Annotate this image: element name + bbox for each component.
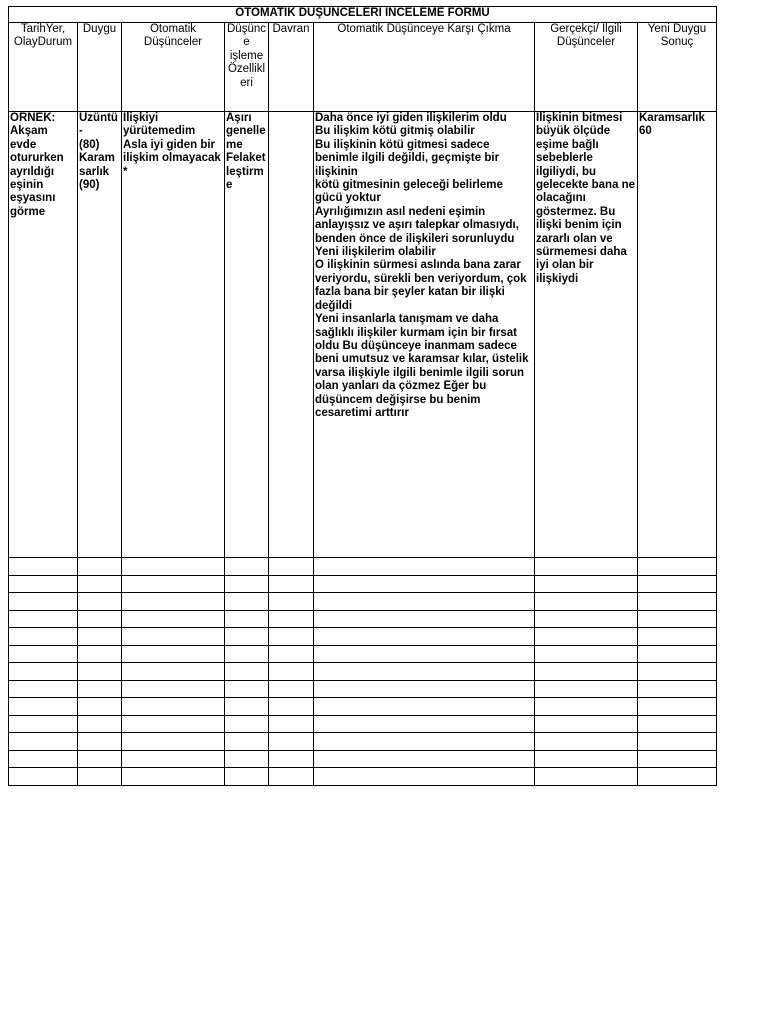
empty-cell[interactable] bbox=[535, 645, 638, 663]
form-title: OTOMATİK DÜŞÜNCELERİ İNCELEME FORMU bbox=[9, 7, 717, 23]
empty-cell[interactable] bbox=[314, 768, 535, 786]
example-row bbox=[9, 112, 717, 558]
example-new-emotion: Karamsarlık 60 bbox=[638, 112, 717, 558]
table-row bbox=[9, 558, 717, 576]
empty-cell[interactable] bbox=[9, 663, 78, 681]
empty-cell[interactable] bbox=[269, 680, 314, 698]
table-row bbox=[9, 715, 717, 733]
empty-cell[interactable] bbox=[269, 750, 314, 768]
empty-cell[interactable] bbox=[225, 628, 269, 646]
empty-cell[interactable] bbox=[225, 768, 269, 786]
empty-cell[interactable] bbox=[535, 610, 638, 628]
empty-cell[interactable] bbox=[78, 558, 122, 576]
empty-cell[interactable] bbox=[78, 593, 122, 611]
empty-cell[interactable] bbox=[225, 575, 269, 593]
empty-cell[interactable] bbox=[269, 663, 314, 681]
table-row bbox=[9, 593, 717, 611]
empty-cell[interactable] bbox=[314, 558, 535, 576]
empty-cell[interactable] bbox=[225, 593, 269, 611]
empty-cell[interactable] bbox=[78, 628, 122, 646]
table-row bbox=[9, 645, 717, 663]
table-row bbox=[9, 768, 717, 786]
header-row bbox=[9, 23, 717, 112]
empty-cell[interactable] bbox=[9, 593, 78, 611]
example-challenging: Daha önce iyi giden ilişkilerim oldu Bu ilişkim kötü gitmiş olabilir Bu ilişkinin kötü gitmesi sadece benimle ilgili değildi, geçmişte bir ilişkinin kötü gitmesinin geleceği belirleme gücü yoktur Ayrılığımızın asıl nedeni eşimin anlayışsız ve aşırı talepkar olmasıydı, benden önce de ilişkileri sorunluydu Yeni ilişkilerim olabilir O ilişkinin sürmesi aslında bana zarar veriyordu, sürekli ben veriyordum, çok fazla bana bir şeyler katan bir ilişki değildi Yeni insanlarla tanışmam ve daha sağlıklı ilişkiler kurmam için bir fırsat oldu Bu düşünceye inanmam sadece beni umutsuz ve karamsar kılar, üstelik varsa ilişkiyle ilgili benimle ilgili sorun olan yanları da çözmez Eğer bu düşüncem değişirse bu benim cesaretimi arttırır bbox=[314, 112, 535, 558]
empty-cell[interactable] bbox=[269, 593, 314, 611]
empty-cell[interactable] bbox=[9, 680, 78, 698]
empty-cell[interactable] bbox=[78, 610, 122, 628]
empty-cell[interactable] bbox=[122, 575, 225, 593]
example-emotion: Üzüntü- (80) Karamsarlık (90) bbox=[78, 112, 122, 558]
table-row bbox=[9, 680, 717, 698]
empty-cell[interactable] bbox=[269, 575, 314, 593]
empty-cell[interactable] bbox=[78, 680, 122, 698]
empty-cell[interactable] bbox=[314, 593, 535, 611]
empty-cell[interactable] bbox=[9, 628, 78, 646]
empty-cell[interactable] bbox=[78, 663, 122, 681]
empty-cell[interactable] bbox=[78, 698, 122, 716]
empty-cell[interactable] bbox=[122, 715, 225, 733]
empty-cell[interactable] bbox=[269, 645, 314, 663]
table-row bbox=[9, 733, 717, 751]
header-realistic-thoughts: Gerçekçi/ İlgili Düşünceler bbox=[535, 23, 638, 112]
empty-cell[interactable] bbox=[638, 628, 717, 646]
empty-cell[interactable] bbox=[638, 715, 717, 733]
empty-cell[interactable] bbox=[9, 610, 78, 628]
empty-cell[interactable] bbox=[225, 733, 269, 751]
empty-cell[interactable] bbox=[225, 610, 269, 628]
thought-record-table bbox=[8, 6, 717, 786]
empty-cell[interactable] bbox=[535, 680, 638, 698]
empty-cell[interactable] bbox=[535, 628, 638, 646]
empty-cell[interactable] bbox=[225, 750, 269, 768]
empty-cell[interactable] bbox=[9, 575, 78, 593]
empty-cell[interactable] bbox=[122, 645, 225, 663]
empty-cell[interactable] bbox=[638, 593, 717, 611]
empty-cell[interactable] bbox=[314, 610, 535, 628]
empty-cell[interactable] bbox=[638, 698, 717, 716]
empty-cell[interactable] bbox=[9, 558, 78, 576]
empty-cell[interactable] bbox=[78, 768, 122, 786]
empty-cell[interactable] bbox=[314, 750, 535, 768]
empty-cell[interactable] bbox=[535, 558, 638, 576]
table-row bbox=[9, 628, 717, 646]
empty-cell[interactable] bbox=[535, 575, 638, 593]
empty-cell[interactable] bbox=[9, 645, 78, 663]
empty-cell[interactable] bbox=[122, 558, 225, 576]
header-emotion: Duygu bbox=[78, 23, 122, 112]
empty-cell[interactable] bbox=[269, 715, 314, 733]
empty-cell[interactable] bbox=[122, 733, 225, 751]
empty-cell[interactable] bbox=[535, 750, 638, 768]
header-processing-features: Düşünce işleme Özellikleri bbox=[225, 23, 269, 112]
table-row bbox=[9, 610, 717, 628]
title-row bbox=[9, 7, 717, 23]
empty-cell[interactable] bbox=[638, 733, 717, 751]
table-row bbox=[9, 750, 717, 768]
empty-cell[interactable] bbox=[638, 768, 717, 786]
table-row bbox=[9, 663, 717, 681]
empty-cell[interactable] bbox=[314, 645, 535, 663]
empty-cell[interactable] bbox=[269, 768, 314, 786]
empty-cell[interactable] bbox=[225, 715, 269, 733]
example-behavior bbox=[269, 112, 314, 558]
example-realistic-thoughts: İlişkinin bitmesi büyük ölçüde eşime bağlı sebeblerle ilgiliydi, bu gelecekte bana ne olacağını göstermez. Bu ilişki benim için zararlı olan ve sürmemesi daha iyi olan bir ilişkiydi bbox=[535, 112, 638, 558]
empty-cell[interactable] bbox=[225, 698, 269, 716]
empty-cell[interactable] bbox=[535, 698, 638, 716]
empty-cell[interactable] bbox=[78, 575, 122, 593]
empty-cell[interactable] bbox=[122, 663, 225, 681]
header-challenging: Otomatik Düşünceye Karşı Çıkma bbox=[314, 23, 535, 112]
empty-cell[interactable] bbox=[314, 663, 535, 681]
empty-cell[interactable] bbox=[314, 715, 535, 733]
empty-cell[interactable] bbox=[638, 750, 717, 768]
example-processing-features: Aşırı genelleme Felaketleştirme bbox=[225, 112, 269, 558]
empty-cell[interactable] bbox=[9, 750, 78, 768]
empty-cell[interactable] bbox=[122, 680, 225, 698]
example-situation: ÖRNEK: Akşam evde otururken ayrıldığı eşinin eşyasını görme bbox=[9, 112, 78, 558]
empty-cell[interactable] bbox=[122, 750, 225, 768]
empty-cell[interactable] bbox=[225, 663, 269, 681]
empty-cell[interactable] bbox=[225, 680, 269, 698]
empty-cell[interactable] bbox=[122, 593, 225, 611]
empty-cell[interactable] bbox=[122, 698, 225, 716]
empty-cell[interactable] bbox=[9, 698, 78, 716]
empty-cell[interactable] bbox=[535, 593, 638, 611]
empty-cell[interactable] bbox=[269, 733, 314, 751]
empty-cell[interactable] bbox=[638, 663, 717, 681]
empty-cell[interactable] bbox=[638, 558, 717, 576]
header-behavior: Davran bbox=[269, 23, 314, 112]
empty-cell[interactable] bbox=[9, 715, 78, 733]
empty-cell[interactable] bbox=[225, 558, 269, 576]
header-situation: TarihYer, OlayDurum bbox=[9, 23, 78, 112]
empty-cell[interactable] bbox=[9, 768, 78, 786]
empty-cell[interactable] bbox=[314, 698, 535, 716]
empty-cell[interactable] bbox=[638, 610, 717, 628]
example-automatic-thoughts: İlişkiyi yürütemedim Asla iyi giden bir ilişkim olmayacak * bbox=[122, 112, 225, 558]
empty-cell[interactable] bbox=[535, 768, 638, 786]
empty-cell[interactable] bbox=[122, 628, 225, 646]
empty-cell[interactable] bbox=[269, 628, 314, 646]
empty-cell[interactable] bbox=[225, 645, 269, 663]
empty-cell[interactable] bbox=[9, 733, 78, 751]
empty-cell[interactable] bbox=[269, 610, 314, 628]
table-row bbox=[9, 575, 717, 593]
empty-cell[interactable] bbox=[638, 680, 717, 698]
empty-cell[interactable] bbox=[535, 663, 638, 681]
empty-cell[interactable] bbox=[535, 733, 638, 751]
empty-cell[interactable] bbox=[78, 750, 122, 768]
empty-cell[interactable] bbox=[314, 680, 535, 698]
empty-cell[interactable] bbox=[314, 575, 535, 593]
empty-cell[interactable] bbox=[269, 558, 314, 576]
header-automatic-thoughts: Otomatik Düşünceler bbox=[122, 23, 225, 112]
empty-cell[interactable] bbox=[78, 733, 122, 751]
empty-cell[interactable] bbox=[122, 610, 225, 628]
table-row bbox=[9, 698, 717, 716]
empty-cell[interactable] bbox=[314, 628, 535, 646]
empty-cell[interactable] bbox=[638, 645, 717, 663]
empty-cell[interactable] bbox=[314, 733, 535, 751]
empty-cell[interactable] bbox=[535, 715, 638, 733]
empty-cell[interactable] bbox=[638, 575, 717, 593]
empty-cell[interactable] bbox=[78, 645, 122, 663]
header-new-emotion: Yeni Duygu Sonuç bbox=[638, 23, 717, 112]
empty-cell[interactable] bbox=[122, 768, 225, 786]
empty-cell[interactable] bbox=[269, 698, 314, 716]
empty-cell[interactable] bbox=[78, 715, 122, 733]
